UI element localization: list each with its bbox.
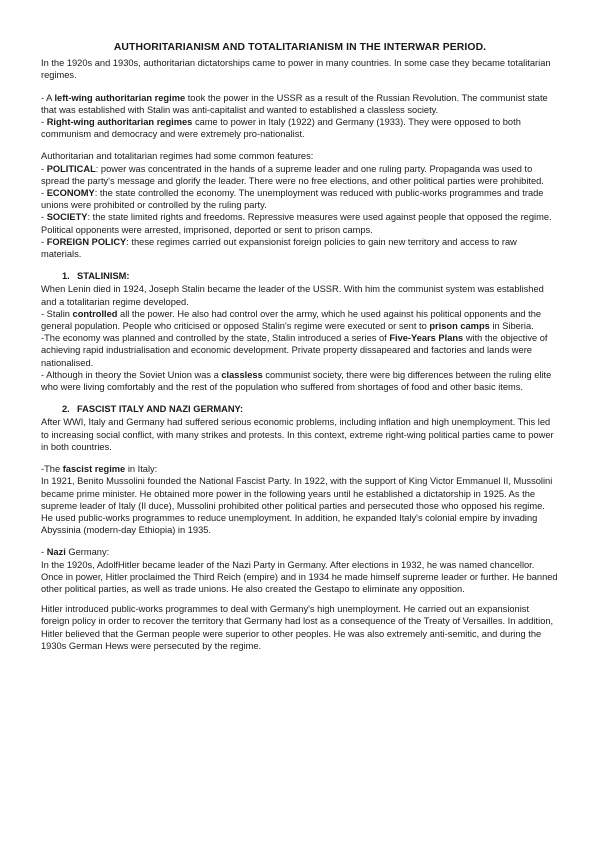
left-wing-paragraph: - A left-wing authoritarian regime took the power in the USSR as a result of the Russian Revolution. The communist state that was established with Stalin was anti-capitalist and wanted to established a classless society. — [41, 92, 548, 115]
stalinism-paragraph-4: - Although in theory the Soviet Union was a classless communist society, there were big differences between the ruling elite who were living comfortably and the rest of the population who suffered from shortages of food and other basic items. — [41, 369, 552, 393]
stalinism-paragraph-2: - Stalin controlled all the power. He also had control over the army, which he used against his political opponents and the general population. People who criticised or opposed Stalin's regime were executed or sent to prison camps in Siberia. — [41, 308, 542, 332]
closing-paragraph: Hitler introduced public-works programmes to deal with Germany's high unemployment. He carried out an expansionist foreign policy in order to recover the territory that Germany had lost as a consequence of the Treaty of Versailles. In addition, Hitler believed that the German people were superior to other peoples. He was also extremely anti-semitic, and during the 1930s German Hews were persecuted by the regime. — [41, 604, 554, 651]
section-heading-fascism: 2. FASCIST ITALY AND NAZI GERMANY: — [62, 404, 244, 415]
feature-foreign-policy: - FOREIGN POLICY: these regimes carried out expansionist foreign policies to gain new territory and access to raw materials. — [41, 236, 517, 260]
italy-paragraph: In 1921, Benito Mussolini founded the National Fascist Party. In 1922, with the support of King Victor Emmanuel II, Mussolini became prime minister. He obtained more power in the following years until he established a dictatorship in 1925. As the supreme leader of Italy (Il duce), Mussolini prohibited other political parties and persecuted those who opposed his regime. He used public-works programmes to reduce unemployment. In addition, he expanded Italy's colonial empire by invading Abyssinia (modern-day Ethiopia) in 1935. — [41, 476, 553, 536]
feature-society: - SOCIETY: the state limited rights and freedoms. Repressive measures were used against people that opposed the regime. Political opponents were arrested, imprisoned, deported or sent to prison camps. — [41, 212, 552, 235]
right-wing-paragraph: - Right-wing authoritarian regimes came to power in Italy (1922) and Germany (1933). They were opposed to both communism and democracy and were extremely pro-nationalist. — [41, 117, 521, 140]
section-heading-stalinism: 1. STALINISM: — [62, 271, 130, 282]
features-intro: Authoritarian and totalitarian regimes had some common features: — [41, 151, 314, 162]
feature-political: - POLITICAL: power was concentrated in the hands of a supreme leader and one ruling party. Propaganda was used to spread the party's message and glorify the leader. There were no free elections, and other political parties were prohibited. — [41, 163, 544, 186]
feature-economy: - ECONOMY: the state controlled the economy. The unemployment was reduced with public-works programmes and trade unions were prohibited or controlled by the ruling party. — [41, 188, 544, 211]
germany-paragraph: In the 1920s, AdolfHitler became leader of the Nazi Party in Germany. After elections in 1932, he was named chancellor. Once in power, Hitler proclaimed the Third Reich (empire) and in 1934 he made himself supreme leader or further. He banned other political parties, as well as trade unions. He also created the Gestapo to eliminate any opposition. — [41, 559, 558, 594]
document-title: AUTHORITARIANISM AND TOTALITARIANISM IN THE INTERWAR PERIOD. — [113, 42, 487, 53]
italy-subheading: -The fascist regime in Italy: — [41, 464, 158, 475]
stalinism-paragraph-3: -The economy was planned and controlled by the state, Stalin introduced a series of Five-Years Plans with the objective of achieving rapid industrialisation and economic development. Private property dissapeared and factories and lands were nationalised. — [41, 333, 548, 368]
intro-paragraph: In the 1920s and 1930s, authoritarian dictatorships came to power in many countries. In some case they became totalitarian regimes. — [41, 58, 551, 81]
stalinism-paragraph-1: When Lenin died in 1924, Joseph Stalin became the leader of the USSR. With him the communist system was established and a totalitarian regime developed. — [41, 284, 544, 307]
germany-subheading: - Nazi Germany: — [41, 547, 110, 558]
fascism-intro-paragraph: After WWI, Italy and Germany had suffered serious economic problems, including inflation and high unemployment. This led to increasing social conflict, with many strikes and protests. In this context, extreme right-wing political parties came to power in both countries. — [41, 417, 554, 452]
